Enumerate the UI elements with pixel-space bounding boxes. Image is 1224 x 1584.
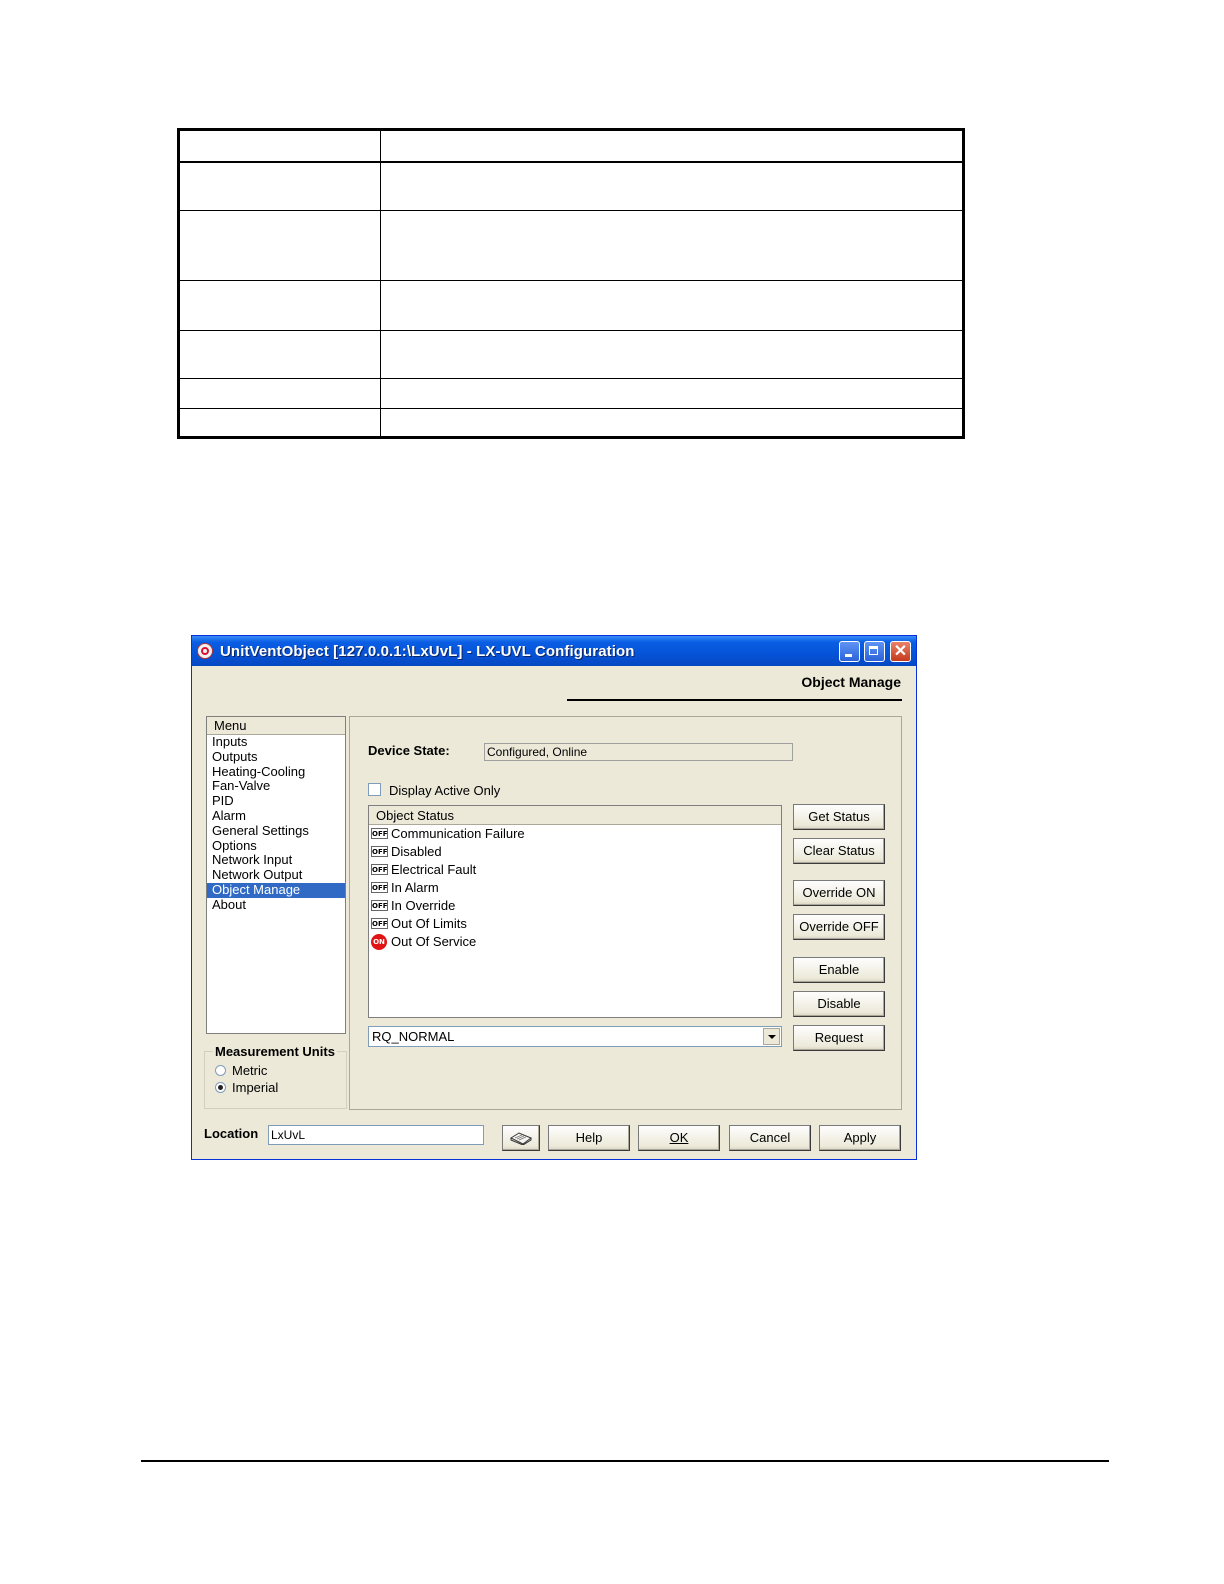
menu-item-about[interactable]: About [212,896,246,912]
minimize-button[interactable] [839,641,860,662]
get-status-button[interactable]: Get Status [793,804,885,830]
metric-radio[interactable] [215,1063,267,1078]
metric-label: Metric [232,1063,268,1078]
object-manage-panel [349,716,902,1110]
close-button[interactable] [890,641,911,662]
status-label: Disabled [391,844,442,859]
app-icon [197,643,213,659]
menu-item-general-settings[interactable]: General Settings [212,822,309,838]
close-icon: ✕ [893,643,908,660]
status-item-disabled[interactable] [369,843,781,861]
status-label: Out Of Service [391,934,477,949]
location-label: Location [204,1126,259,1141]
location-input[interactable]: LxUvL [268,1125,484,1145]
request-select-value: RQ_NORMAL [372,1029,455,1044]
measurement-units-label: Measurement Units [215,1044,335,1059]
table-row-divider [180,378,962,379]
table-row-divider [180,280,962,281]
request-button[interactable]: Request [793,1025,885,1051]
configuration-window [191,635,917,1160]
menu-item-inputs[interactable]: Inputs [212,734,248,749]
menu-item-fan-valve[interactable]: Fan-Valve [212,778,271,794]
help-button[interactable]: Help [548,1125,630,1151]
menu-item-options[interactable]: Options [212,837,257,853]
override-on-button[interactable]: Override ON [793,880,885,906]
book-button[interactable] [502,1125,540,1151]
menu-item-object-manage[interactable]: Object Manage [207,883,345,898]
status-label: Electrical Fault [391,862,477,877]
window-title: UnitVentObject [127.0.0.1:\LxUvL] - LX-UVL Configuration [220,643,635,660]
status-item-electrical-fault[interactable] [369,861,781,879]
book-icon [510,1132,532,1145]
off-badge-icon: OFF [372,884,388,892]
menu-header[interactable]: Menu [207,717,345,735]
menu-item-heating-cooling[interactable]: Heating-Cooling [212,763,306,779]
heading-rule [567,699,902,701]
footer-rule [141,1460,1109,1462]
object-status-header[interactable]: Object Status [369,806,781,825]
status-label: In Alarm [391,880,439,895]
override-off-button[interactable]: Override OFF [793,914,885,940]
status-label: In Override [391,898,456,913]
ok-button[interactable]: OK [638,1125,720,1151]
document-table [177,128,965,439]
page-heading: Object Manage [801,674,901,690]
menu-item-alarm[interactable]: Alarm [212,807,246,823]
object-status-list[interactable] [368,805,782,1018]
off-badge-icon: OFF [372,902,388,910]
status-item-out-of-limits[interactable] [369,915,781,933]
table-header-divider [180,161,962,163]
measurement-units-group [204,1044,347,1109]
display-active-only-checkbox[interactable] [368,783,500,798]
device-state-field: Configured, Online [484,743,793,761]
status-label: Out Of Limits [391,916,467,931]
on-badge-icon: ON [371,934,387,950]
table-column-divider [380,131,381,436]
radio-unchecked-icon[interactable] [215,1065,226,1076]
menu-item-pid[interactable]: PID [212,793,234,809]
off-badge-icon: OFF [372,830,388,838]
apply-button[interactable]: Apply [819,1125,901,1151]
status-item-in-override[interactable] [369,897,781,915]
menu-item-network-input[interactable]: Network Input [212,852,293,868]
imperial-radio[interactable] [215,1080,278,1095]
table-row-divider [180,210,962,211]
display-active-only-label: Display Active Only [389,783,501,798]
cancel-button[interactable]: Cancel [729,1125,811,1151]
imperial-label: Imperial [232,1080,279,1095]
radio-checked-icon[interactable] [215,1082,226,1093]
status-item-in-alarm[interactable] [369,879,781,897]
maximize-button[interactable] [864,641,885,662]
enable-button[interactable]: Enable [793,957,885,983]
menu-item-outputs[interactable]: Outputs [212,748,258,764]
request-select[interactable] [368,1026,782,1047]
clear-status-button[interactable]: Clear Status [793,838,885,864]
status-label: Communication Failure [391,826,525,841]
status-item-out-of-service[interactable] [369,933,781,951]
table-row-divider [180,330,962,331]
off-badge-icon: OFF [372,866,388,874]
disable-button[interactable]: Disable [793,991,885,1017]
off-badge-icon: OFF [372,920,388,928]
checkbox-icon[interactable] [368,783,381,796]
status-item-communication-failure[interactable] [369,825,781,843]
device-state-label: Device State: [368,743,450,758]
table-row-divider [180,408,962,409]
menu-item-network-output[interactable]: Network Output [212,867,303,883]
off-badge-icon: OFF [372,848,388,856]
menu-list [206,716,346,1034]
chevron-down-icon[interactable] [763,1028,780,1045]
title-bar[interactable] [192,636,916,666]
